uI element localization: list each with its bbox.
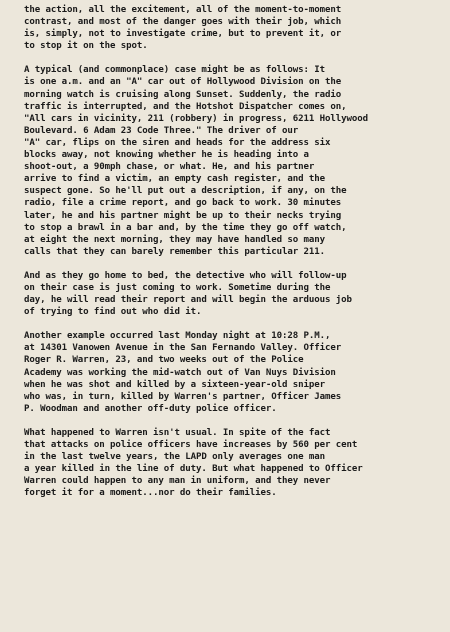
text-line: Warren could happen to any man in uniform, and they never [24,476,331,487]
text-line: later, he and his partner might be up to their necks trying [24,210,342,221]
text-line: in the last twelve years, the LAPD only averages one man [24,452,325,463]
text-line: day, he will read their report and will begin the arduous job [24,295,352,306]
text-line: "A" car, flips on the siren and heads for the address six [24,137,331,148]
text-line: at 14301 Vanowen Avenue in the San Fernando Valley. Officer [24,343,342,354]
text-line: P. Woodman and another off-duty police officer. [24,403,277,414]
text-line: who was, in turn, killed by Warren's partner, Officer James [24,391,342,402]
text-line: of trying to find out who did it. [24,307,202,318]
text-line: to stop a brawl in a bar and, by the time they go off watch, [24,222,347,233]
text-line: arrive to find a victim, an empty cash register, and the [24,174,325,185]
text-line: Boulevard. 6 Adam 23 Code Three." The driver of our [24,125,299,136]
text-line: contrast, and most of the danger goes with their job, which [24,17,342,28]
text-line: radio, file a crime report, and go back to work. 30 minutes [24,198,342,209]
text-line: to stop it on the spot. [24,41,148,52]
text-line: Roger R. Warren, 23, and two weeks out of the Police [24,355,304,366]
text-line: A typical (and commonplace) case might be as follows: It [24,65,325,76]
text-line: shoot-out, a 90mph chase, or what. He, and his partner [24,162,315,173]
text-line: Another example occurred last Monday night at 10:28 P.M., [24,331,331,342]
text-line: Academy was working the mid-watch out of Van Nuys Division [24,367,336,378]
paragraph-another-example [24,330,434,415]
text-line: the action, all the excitement, all of the moment-to-moment [24,5,342,15]
text-line: a year killed in the line of duty. But what happened to Officer [24,464,363,475]
text-line: on their case is just coming to work. Sometime during the [24,282,331,293]
paragraph-what-happened [24,427,434,500]
text-line: morning watch is cruising along Sunset. Suddenly, the radio [24,89,342,100]
text-line: at eight the next morning, they may have handled so many [24,234,325,245]
text-line: "All cars in vicinity, 211 (robbery) in progress, 6211 Hollywood [24,113,368,124]
paragraph-typical-case [24,64,434,258]
text-line: calls that they can barely remember this particular 211. [24,246,325,257]
text-line: is, simply, not to investigate crime, but to prevent it, or [24,29,342,40]
text-line: And as they go home to bed, the detective who will follow-up [24,270,347,281]
text-line: suspect gone. So he'll put out a description, if any, on the [24,186,347,197]
paragraph-detective [24,270,434,318]
paragraph-intro [24,4,434,52]
text-line: that attacks on police officers have increases by 560 per cent [24,440,358,450]
text-line: traffic is interrupted, and the Hotshot Dispatcher comes on, [24,101,347,112]
text-line: is one a.m. and an "A" car out of Hollywood Division on the [24,77,342,88]
text-line: forget it for a moment...nor do their families. [24,488,277,499]
text-line: when he was shot and killed by a sixteen-year-old sniper [24,379,325,390]
text-line: What happened to Warren isn't usual. In spite of the fact [24,427,331,438]
text-line: blocks away, not knowing whether he is heading into a [24,150,309,161]
